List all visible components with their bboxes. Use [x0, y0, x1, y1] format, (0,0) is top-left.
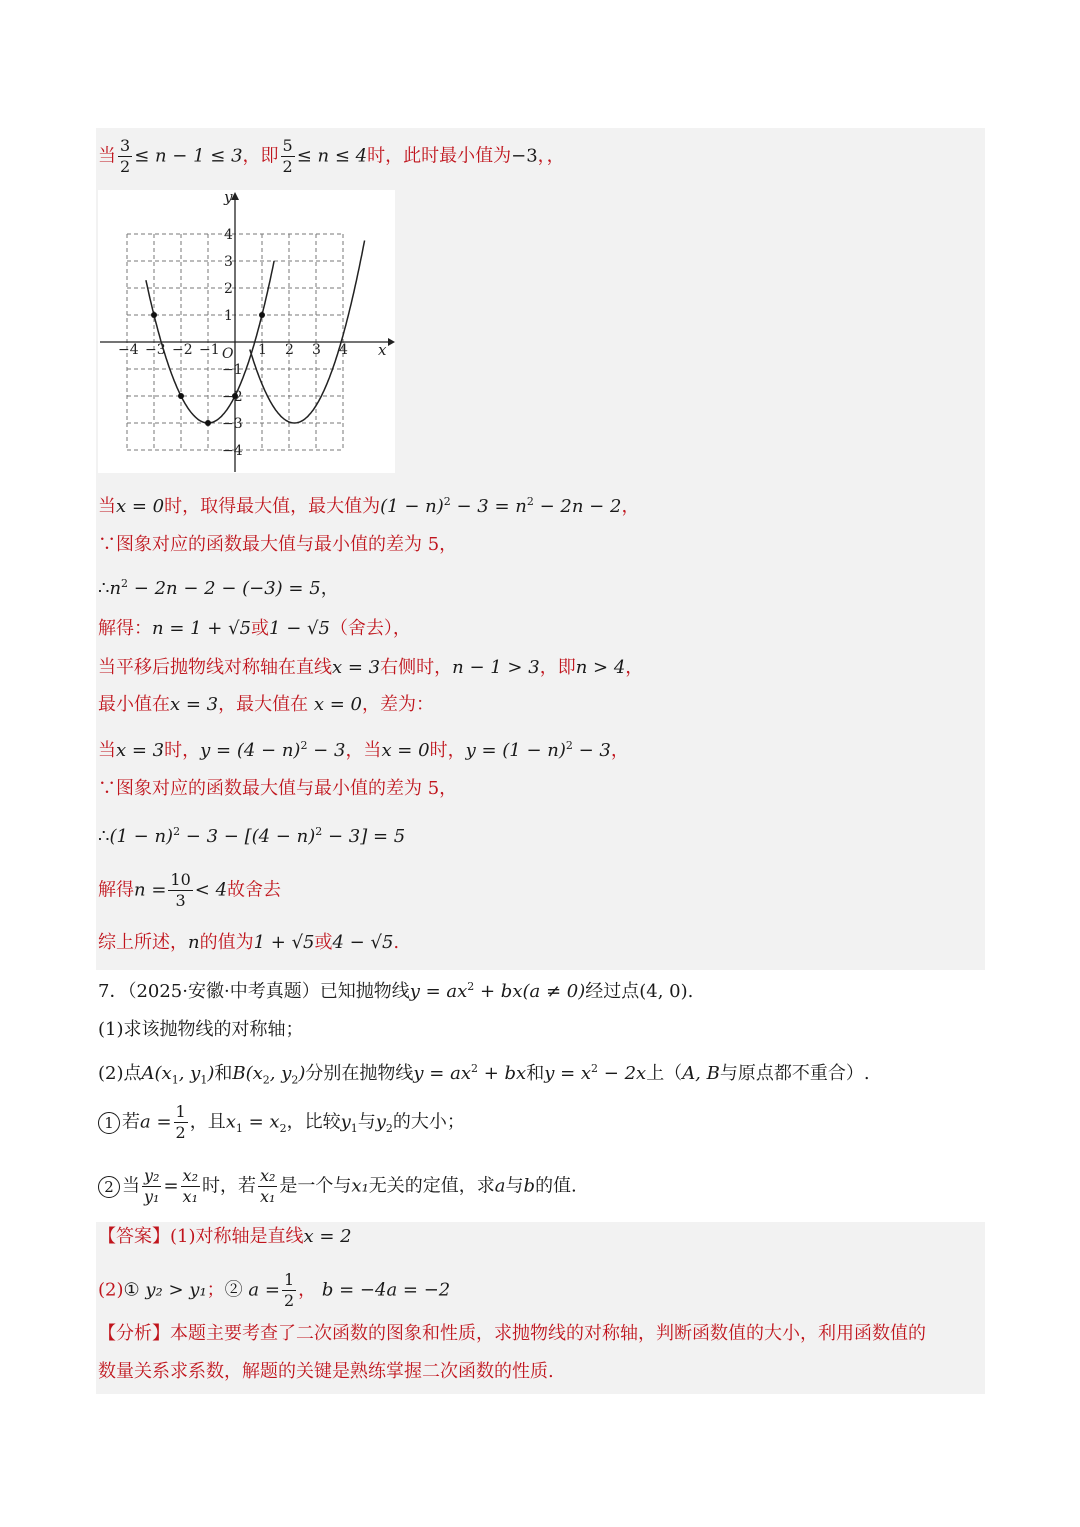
y-tick-labels: [222, 227, 243, 459]
curve-point: [205, 420, 211, 426]
solution-line-9: ∵图象对应的函数最大值与最小值的差为 5，: [98, 778, 458, 799]
x-tick-label: 3: [312, 342, 321, 358]
solution-line-10: ∴(1 − $n)^2 - 3 - [(4 - n)^2 - 3] = 5$: [98, 825, 406, 847]
fraction-5-2: $\frac{5}{2}$: [282, 136, 293, 176]
y-tick-label: −3: [222, 416, 243, 432]
solution-line-5: 解得：n = 1 + √5或1 − √5（舍去），: [98, 618, 411, 639]
parabola-shifted: [250, 241, 365, 424]
fraction-x2-x1: $\frac{\text{x₂}}{\text{x₁}}$: [182, 1166, 198, 1206]
x-arrow-icon: [388, 338, 395, 346]
x-tick-label: 4: [339, 342, 348, 358]
y-tick-label: 4: [224, 227, 233, 243]
origin-label: O: [222, 346, 234, 362]
y-axis-label: y: [224, 190, 233, 206]
x-tick-label: −3: [145, 342, 166, 358]
x-axis-label: x: [378, 341, 387, 359]
analysis-line-1: 【分析】本题主要考查了二次函数的图象和性质，求抛物线的对称轴，判断函数值的大小，利用函数值的: [98, 1323, 926, 1344]
fraction-1-2: $\frac{1}{2}$: [175, 1102, 186, 1142]
curve-point: [178, 393, 184, 399]
question-sub-2: 2 当 $\frac{\text{y₂}}{\text{y₁}}$ = $\frac{\text{x₂}}{\text{x₁}}$ 时，若 $\frac{\text{x₂}}{\text{x₁}}$ 是一个与x₁无关的定值，求a与b的值.: [98, 1166, 577, 1207]
graph-svg: [98, 190, 395, 473]
solution-line-11: 解得n = $\frac{10}{3}$ < 4故舍去: [98, 870, 282, 910]
parabola-graph: [98, 190, 395, 473]
answer-line-2: (2)① y₂ > y₁；② a = $\frac{1}{2}$ ， b = −4a = −2: [98, 1270, 451, 1310]
x-tick-label: 2: [285, 342, 294, 358]
fraction-10-3: $\frac{10}{3}$: [170, 870, 191, 910]
solution-line-2: 当x = 0时，取得最大值，最大值为$(1 - n)^2 - 3 = n^2 - 2n - 2$，: [98, 495, 640, 517]
analysis-line-2: 数量关系求系数，解题的关键是熟练掌握二次函数的性质.: [98, 1361, 554, 1382]
y-tick-label: −1: [222, 362, 243, 378]
question-part-1: (1)求该抛物线的对称轴；: [98, 1019, 304, 1040]
y-tick-label: 2: [224, 281, 233, 297]
circled-number-1: 1: [98, 1112, 120, 1134]
fraction-answer-1-2: $\frac{1}{2}$: [283, 1270, 295, 1310]
solution-line-4: $\therefore n^2 - 2n - 2 - (-3) = 5$，: [98, 577, 339, 599]
solution-line-6: 当平移后抛物线对称轴在直线x = 3右侧时，n − 1 > 3，即n > 4，: [98, 657, 644, 678]
y-tick-label: 3: [224, 254, 233, 270]
solution-line-8: 当x = 3时，$y = (4 - n)^2 - 3$，当x = 0时，$y = (1 - n)^2 - 3$，: [98, 739, 629, 761]
fraction-3-2: $\frac{3}{2}$: [120, 136, 131, 176]
question-sub-1: 1 若a = $\frac{1}{2}$ ，且$x_1 = x_2$，比较$y_1$与$y_2$的大小；: [98, 1102, 465, 1143]
fraction-x2-x1-b: $\frac{\text{x₂}}{\text{x₁}}$: [259, 1166, 276, 1206]
x-tick-label: 1: [258, 342, 267, 358]
answer-line-1: 【答案】(1)对称轴是直线x = 2: [98, 1226, 352, 1247]
circled-number-2: 2: [98, 1176, 120, 1198]
fraction-y2-y1: $\frac{\text{y₂}}{\text{y₁}}$: [144, 1166, 160, 1206]
x-tick-label: −1: [199, 342, 220, 358]
y-tick-label: −2: [222, 389, 243, 405]
solution-line-12: 综上所述，n的值为1 + √5或4 − √5.: [98, 932, 400, 953]
solution-line-1: 当 $\frac{3}{2}$ ≤ n − 1 ≤ 3，即 $\frac{5}{2}$ ≤ n ≤ 4时，此时最小值为−3，，: [98, 136, 565, 176]
y-tick-label: −4: [222, 443, 243, 459]
question-part-2: (2)点$A(x_1$, $y_1$)和$B(x_2$, $y_2$)分别在抛物线$y = ax^2$ + bx和$y = x^2 - 2x$上（A, B与原点都不重合）.: [98, 1062, 870, 1087]
x-tick-label: −2: [172, 342, 193, 358]
solution-line-3: ∵图象对应的函数最大值与最小值的差为 5，: [98, 534, 458, 555]
curve-point: [259, 312, 265, 318]
curve-point: [151, 312, 157, 318]
x-tick-label: −4: [118, 342, 139, 358]
solution-line-7: 最小值在x = 3，最大值在 x = 0，差为：: [98, 694, 435, 715]
y-tick-label: 1: [224, 308, 233, 324]
question-7-title: 7．（2025·安徽·中考真题）已知抛物线$y = ax^2 + bx(a \ne 0)$经过点(4, 0).: [98, 980, 694, 1002]
